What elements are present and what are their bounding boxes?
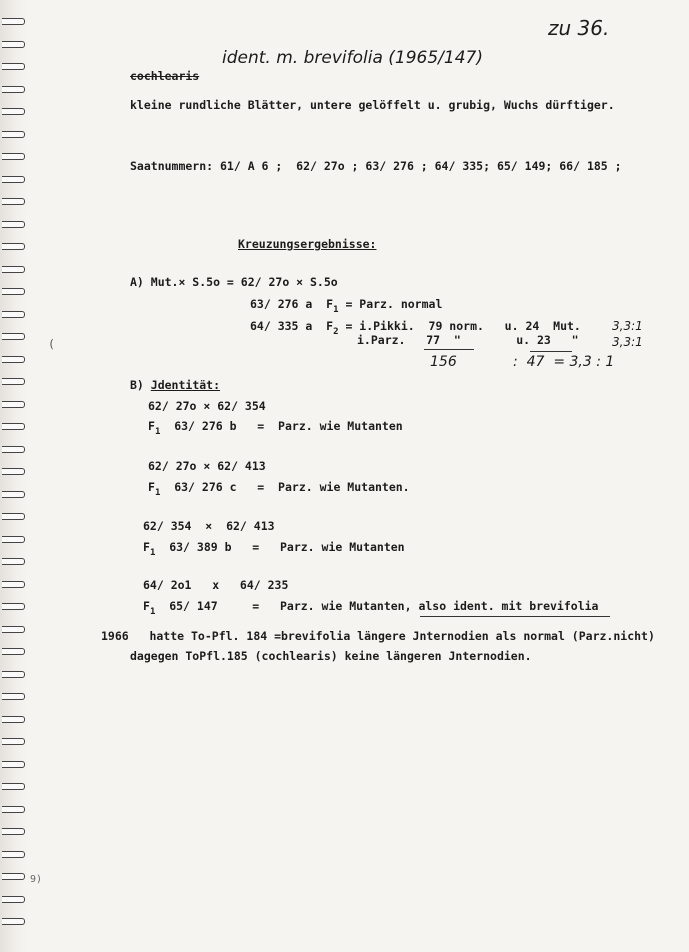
binding-ring bbox=[2, 446, 25, 453]
binding-ring bbox=[2, 378, 25, 385]
binding-ring bbox=[2, 356, 25, 363]
sum-156: 156 bbox=[430, 354, 457, 370]
binding-ring bbox=[2, 176, 25, 183]
cross-a-line2: 63/ 276 a $F_1$ = Parz. normal bbox=[250, 297, 443, 315]
ratio-2: 3,3:1 bbox=[612, 335, 643, 349]
binding-ring bbox=[2, 896, 25, 903]
cross-a-line4: i.Parz. 77 " u. 23 " bbox=[357, 333, 579, 347]
seed-numbers: Saatnummern: 61/ A 6 ; 62/ 27o ; 63/ 276 ; 64/ 335; 65/ 149; 66/ 185 ; bbox=[130, 159, 622, 173]
binding-ring bbox=[2, 491, 25, 498]
cross-b1: 62/ 27o × 62/ 354 bbox=[148, 399, 266, 413]
result-b1: $F_1$ 63/ 276 b = Parz. wie Mutanten bbox=[148, 419, 403, 437]
binding-ring bbox=[2, 243, 25, 250]
binding-ring bbox=[2, 423, 25, 430]
cross-b3: 62/ 354 × 62/ 413 bbox=[143, 519, 275, 533]
binding-ring bbox=[2, 648, 25, 655]
binding-ring bbox=[2, 828, 25, 835]
binding-ring bbox=[2, 806, 25, 813]
binding-ring bbox=[2, 626, 25, 633]
binding-ring bbox=[2, 86, 25, 93]
spiral-binding bbox=[0, 0, 28, 952]
binding-ring bbox=[2, 63, 25, 70]
binding-ring bbox=[2, 671, 25, 678]
binding-ring bbox=[2, 693, 25, 700]
binding-ring bbox=[2, 513, 25, 520]
description: kleine rundliche Blätter, untere gelöffelt u. grubig, Wuchs dürftiger. bbox=[130, 98, 615, 112]
handwritten-heading: ident. m. brevifolia (1965/147) bbox=[222, 48, 483, 68]
binding-ring bbox=[2, 41, 25, 48]
binding-ring bbox=[2, 558, 25, 565]
cross-b4: 64/ 2o1 x 64/ 235 bbox=[143, 578, 289, 592]
binding-ring bbox=[2, 333, 25, 340]
binding-ring bbox=[2, 851, 25, 858]
ratio-1: 3,3:1 bbox=[612, 319, 643, 333]
sum-line-1 bbox=[424, 349, 474, 350]
footer-mark: 9) bbox=[30, 874, 43, 885]
result-b3: $F_1$ 63/ 389 b = Parz. wie Mutanten bbox=[143, 540, 405, 558]
cross-a-line1: A) Mut.× S.5o = 62/ 27o × S.5o bbox=[130, 275, 338, 289]
binding-ring bbox=[2, 198, 25, 205]
binding-ring bbox=[2, 918, 25, 925]
underline-brevifolia bbox=[420, 616, 610, 617]
binding-ring bbox=[2, 288, 25, 295]
sum-ratio: : 47 = 3,3 : 1 bbox=[513, 354, 615, 370]
binding-ring bbox=[2, 783, 25, 790]
binding-ring bbox=[2, 738, 25, 745]
binding-ring bbox=[2, 131, 25, 138]
corner-note: zu 36. bbox=[548, 16, 610, 40]
binding-ring bbox=[2, 873, 25, 880]
binding-ring bbox=[2, 221, 25, 228]
section-title: Kreuzungsergebnisse: bbox=[238, 237, 377, 251]
binding-ring bbox=[2, 761, 25, 768]
binding-ring bbox=[2, 153, 25, 160]
sum-line-2 bbox=[530, 351, 572, 352]
binding-ring bbox=[2, 108, 25, 115]
note-1966-cont: dagegen ToPfl.185 (cochlearis) keine längeren Jnternodien. bbox=[130, 649, 532, 663]
binding-ring bbox=[2, 468, 25, 475]
binding-ring bbox=[2, 266, 25, 273]
binding-ring bbox=[2, 581, 25, 588]
note-1966: 1966 hatte To-Pfl. 184 =brevifolia längere Jnternodien als normal (Parz.nicht) bbox=[101, 629, 655, 643]
cross-b2: 62/ 27o × 62/ 413 bbox=[148, 459, 266, 473]
margin-mark: ( bbox=[48, 337, 55, 351]
binding-ring bbox=[2, 18, 25, 25]
cross-a-line3: 64/ 335 a $F_2$ = i.Pikki. 79 norm. u. 24 Mut. bbox=[250, 319, 581, 337]
binding-ring bbox=[2, 536, 25, 543]
title-struck: cochlearis bbox=[130, 69, 200, 83]
section-b-label: B) Jdentität: bbox=[130, 378, 221, 392]
binding-ring bbox=[2, 603, 25, 610]
result-b2: $F_1$ 63/ 276 c = Parz. wie Mutanten. bbox=[148, 480, 410, 498]
binding-ring bbox=[2, 716, 25, 723]
binding-ring bbox=[2, 401, 25, 408]
result-b4: $F_1$ 65/ 147 = Parz. wie Mutanten, also ident. mit brevifolia bbox=[143, 599, 599, 617]
binding-ring bbox=[2, 311, 25, 318]
